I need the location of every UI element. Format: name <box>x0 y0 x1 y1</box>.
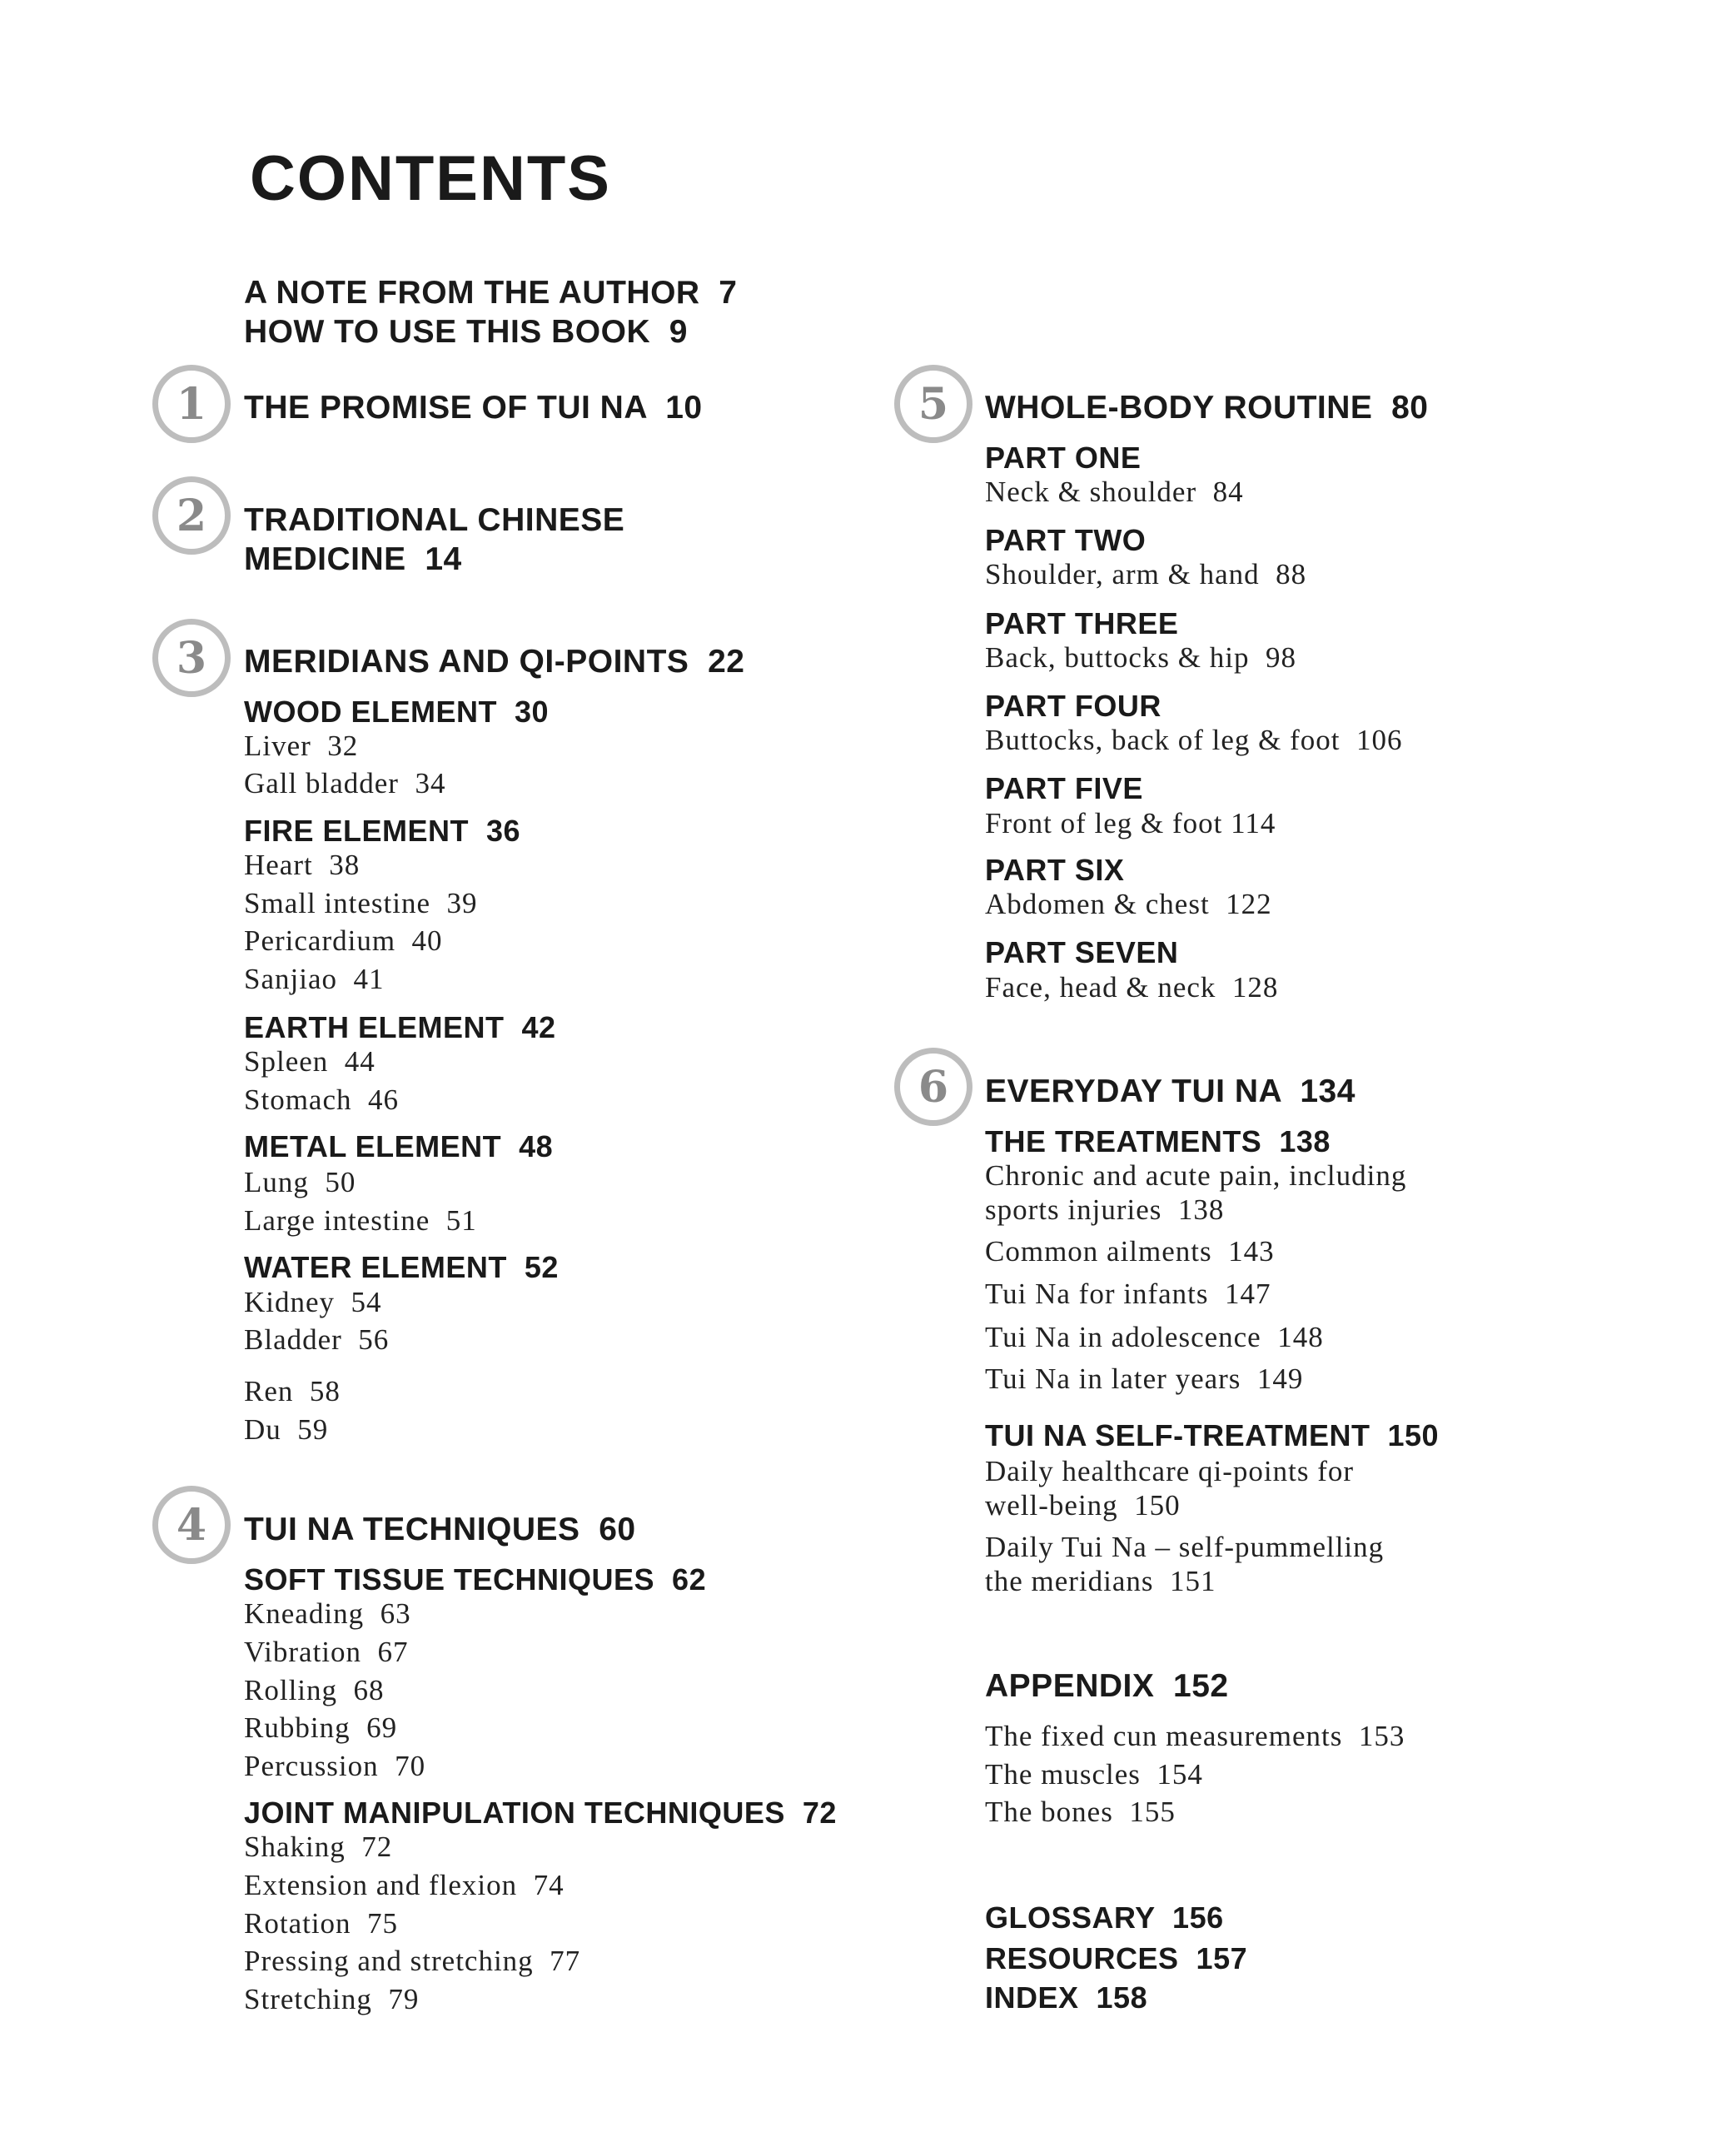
chapter-number-badge: 1 <box>152 365 231 443</box>
chapter-number-badge: 5 <box>894 365 972 443</box>
toc-entry-back: GLOSSARY 156 <box>985 1900 1224 1935</box>
appendix-heading: APPENDIX 152 <box>985 1668 1229 1704</box>
chapter-title: WHOLE-BODY ROUTINE 80 <box>985 390 1429 426</box>
toc-item: sports injuries 138 <box>985 1193 1225 1226</box>
toc-item: Daily Tui Na – self-pummelling <box>985 1531 1385 1563</box>
chapter-number-badge: 2 <box>152 476 231 555</box>
toc-item: Common ailments 143 <box>985 1235 1275 1268</box>
toc-item: Pressing and stretching 77 <box>244 1945 581 1977</box>
toc-item: Liver 32 <box>244 730 359 762</box>
toc-item: Small intestine 39 <box>244 887 478 919</box>
section-heading: PART FOUR <box>985 689 1161 723</box>
chapter-number-badge: 4 <box>152 1486 231 1564</box>
toc-item: Large intestine 51 <box>244 1204 477 1237</box>
toc-item: Tui Na in later years 149 <box>985 1362 1304 1395</box>
toc-item: Ren 58 <box>244 1375 341 1407</box>
chapter-title: TRADITIONAL CHINESE <box>244 502 625 538</box>
toc-item: Rolling 68 <box>244 1674 385 1706</box>
toc-item: Kidney 54 <box>244 1286 382 1318</box>
toc-item: well-being 150 <box>985 1489 1181 1522</box>
section-heading: SOFT TISSUE TECHNIQUES 62 <box>244 1562 707 1597</box>
page-title: CONTENTS <box>250 143 611 214</box>
section-heading: THE TREATMENTS 138 <box>985 1124 1331 1158</box>
section-heading: TUI NA SELF-TREATMENT 150 <box>985 1418 1440 1452</box>
toc-item: Chronic and acute pain, including <box>985 1159 1407 1192</box>
toc-item: Tui Na in adolescence 148 <box>985 1321 1324 1353</box>
toc-item: Rotation 75 <box>244 1907 399 1940</box>
toc-item: The fixed cun measurements 153 <box>985 1720 1405 1752</box>
toc-entry-back: INDEX 158 <box>985 1980 1148 2015</box>
toc-item: Spleen 44 <box>244 1045 376 1078</box>
section-heading: WATER ELEMENT 52 <box>244 1250 559 1284</box>
toc-item: Bladder 56 <box>244 1323 390 1356</box>
chapter-number-badge: 3 <box>152 619 231 697</box>
toc-item: Du 59 <box>244 1413 329 1446</box>
toc-item: Pericardium 40 <box>244 924 443 957</box>
toc-item: Stomach 46 <box>244 1083 399 1116</box>
section-heading: PART THREE <box>985 606 1179 640</box>
section-heading: FIRE ELEMENT 36 <box>244 814 521 848</box>
section-heading: PART FIVE <box>985 771 1143 805</box>
chapter-title: TUI NA TECHNIQUES 60 <box>244 1512 636 1547</box>
section-heading: JOINT MANIPULATION TECHNIQUES 72 <box>244 1796 837 1830</box>
section-heading: PART SEVEN <box>985 935 1179 969</box>
toc-item: Tui Na for infants 147 <box>985 1278 1271 1310</box>
section-heading: PART SIX <box>985 853 1125 887</box>
toc-item: the meridians 151 <box>985 1565 1216 1597</box>
toc-entry-front: A NOTE FROM THE AUTHOR 7 <box>244 275 738 311</box>
toc-entry-back: RESOURCES 157 <box>985 1941 1248 1975</box>
toc-item: Back, buttocks & hip 98 <box>985 641 1296 674</box>
toc-item: Shoulder, arm & hand 88 <box>985 558 1307 590</box>
toc-item: Shaking 72 <box>244 1831 393 1863</box>
section-heading: METAL ELEMENT 48 <box>244 1129 554 1163</box>
toc-item: Buttocks, back of leg & foot 106 <box>985 724 1403 756</box>
section-heading: PART TWO <box>985 523 1147 557</box>
toc-item: Gall bladder 34 <box>244 767 446 800</box>
toc-item: Daily healthcare qi-points for <box>985 1455 1355 1487</box>
chapter-title: EVERYDAY TUI NA 134 <box>985 1073 1355 1109</box>
chapter-number-badge: 6 <box>894 1048 972 1126</box>
toc-item: Vibration 67 <box>244 1636 409 1668</box>
toc-item: Lung 50 <box>244 1166 356 1198</box>
toc-item: Heart 38 <box>244 849 361 881</box>
toc-item: Percussion 70 <box>244 1750 426 1782</box>
toc-item: Sanjiao 41 <box>244 963 385 995</box>
toc-item: Face, head & neck 128 <box>985 971 1279 1004</box>
section-heading: PART ONE <box>985 441 1142 475</box>
chapter-title: MEDICINE 14 <box>244 541 462 577</box>
section-heading: EARTH ELEMENT 42 <box>244 1010 556 1044</box>
toc-item: Extension and flexion 74 <box>244 1869 565 1901</box>
toc-item: Neck & shoulder 84 <box>985 476 1244 508</box>
chapter-title: THE PROMISE OF TUI NA 10 <box>244 390 703 426</box>
toc-item: The bones 155 <box>985 1796 1176 1828</box>
chapter-title: MERIDIANS AND QI-POINTS 22 <box>244 644 745 680</box>
toc-item: Stretching 79 <box>244 1983 420 2015</box>
toc-item: The muscles 154 <box>985 1758 1203 1791</box>
toc-item: Kneading 63 <box>244 1597 411 1630</box>
toc-entry-front: HOW TO USE THIS BOOK 9 <box>244 314 688 350</box>
toc-item: Abdomen & chest 122 <box>985 888 1272 920</box>
toc-item: Front of leg & foot 114 <box>985 807 1276 839</box>
toc-item: Rubbing 69 <box>244 1711 398 1744</box>
section-heading: WOOD ELEMENT 30 <box>244 695 550 729</box>
